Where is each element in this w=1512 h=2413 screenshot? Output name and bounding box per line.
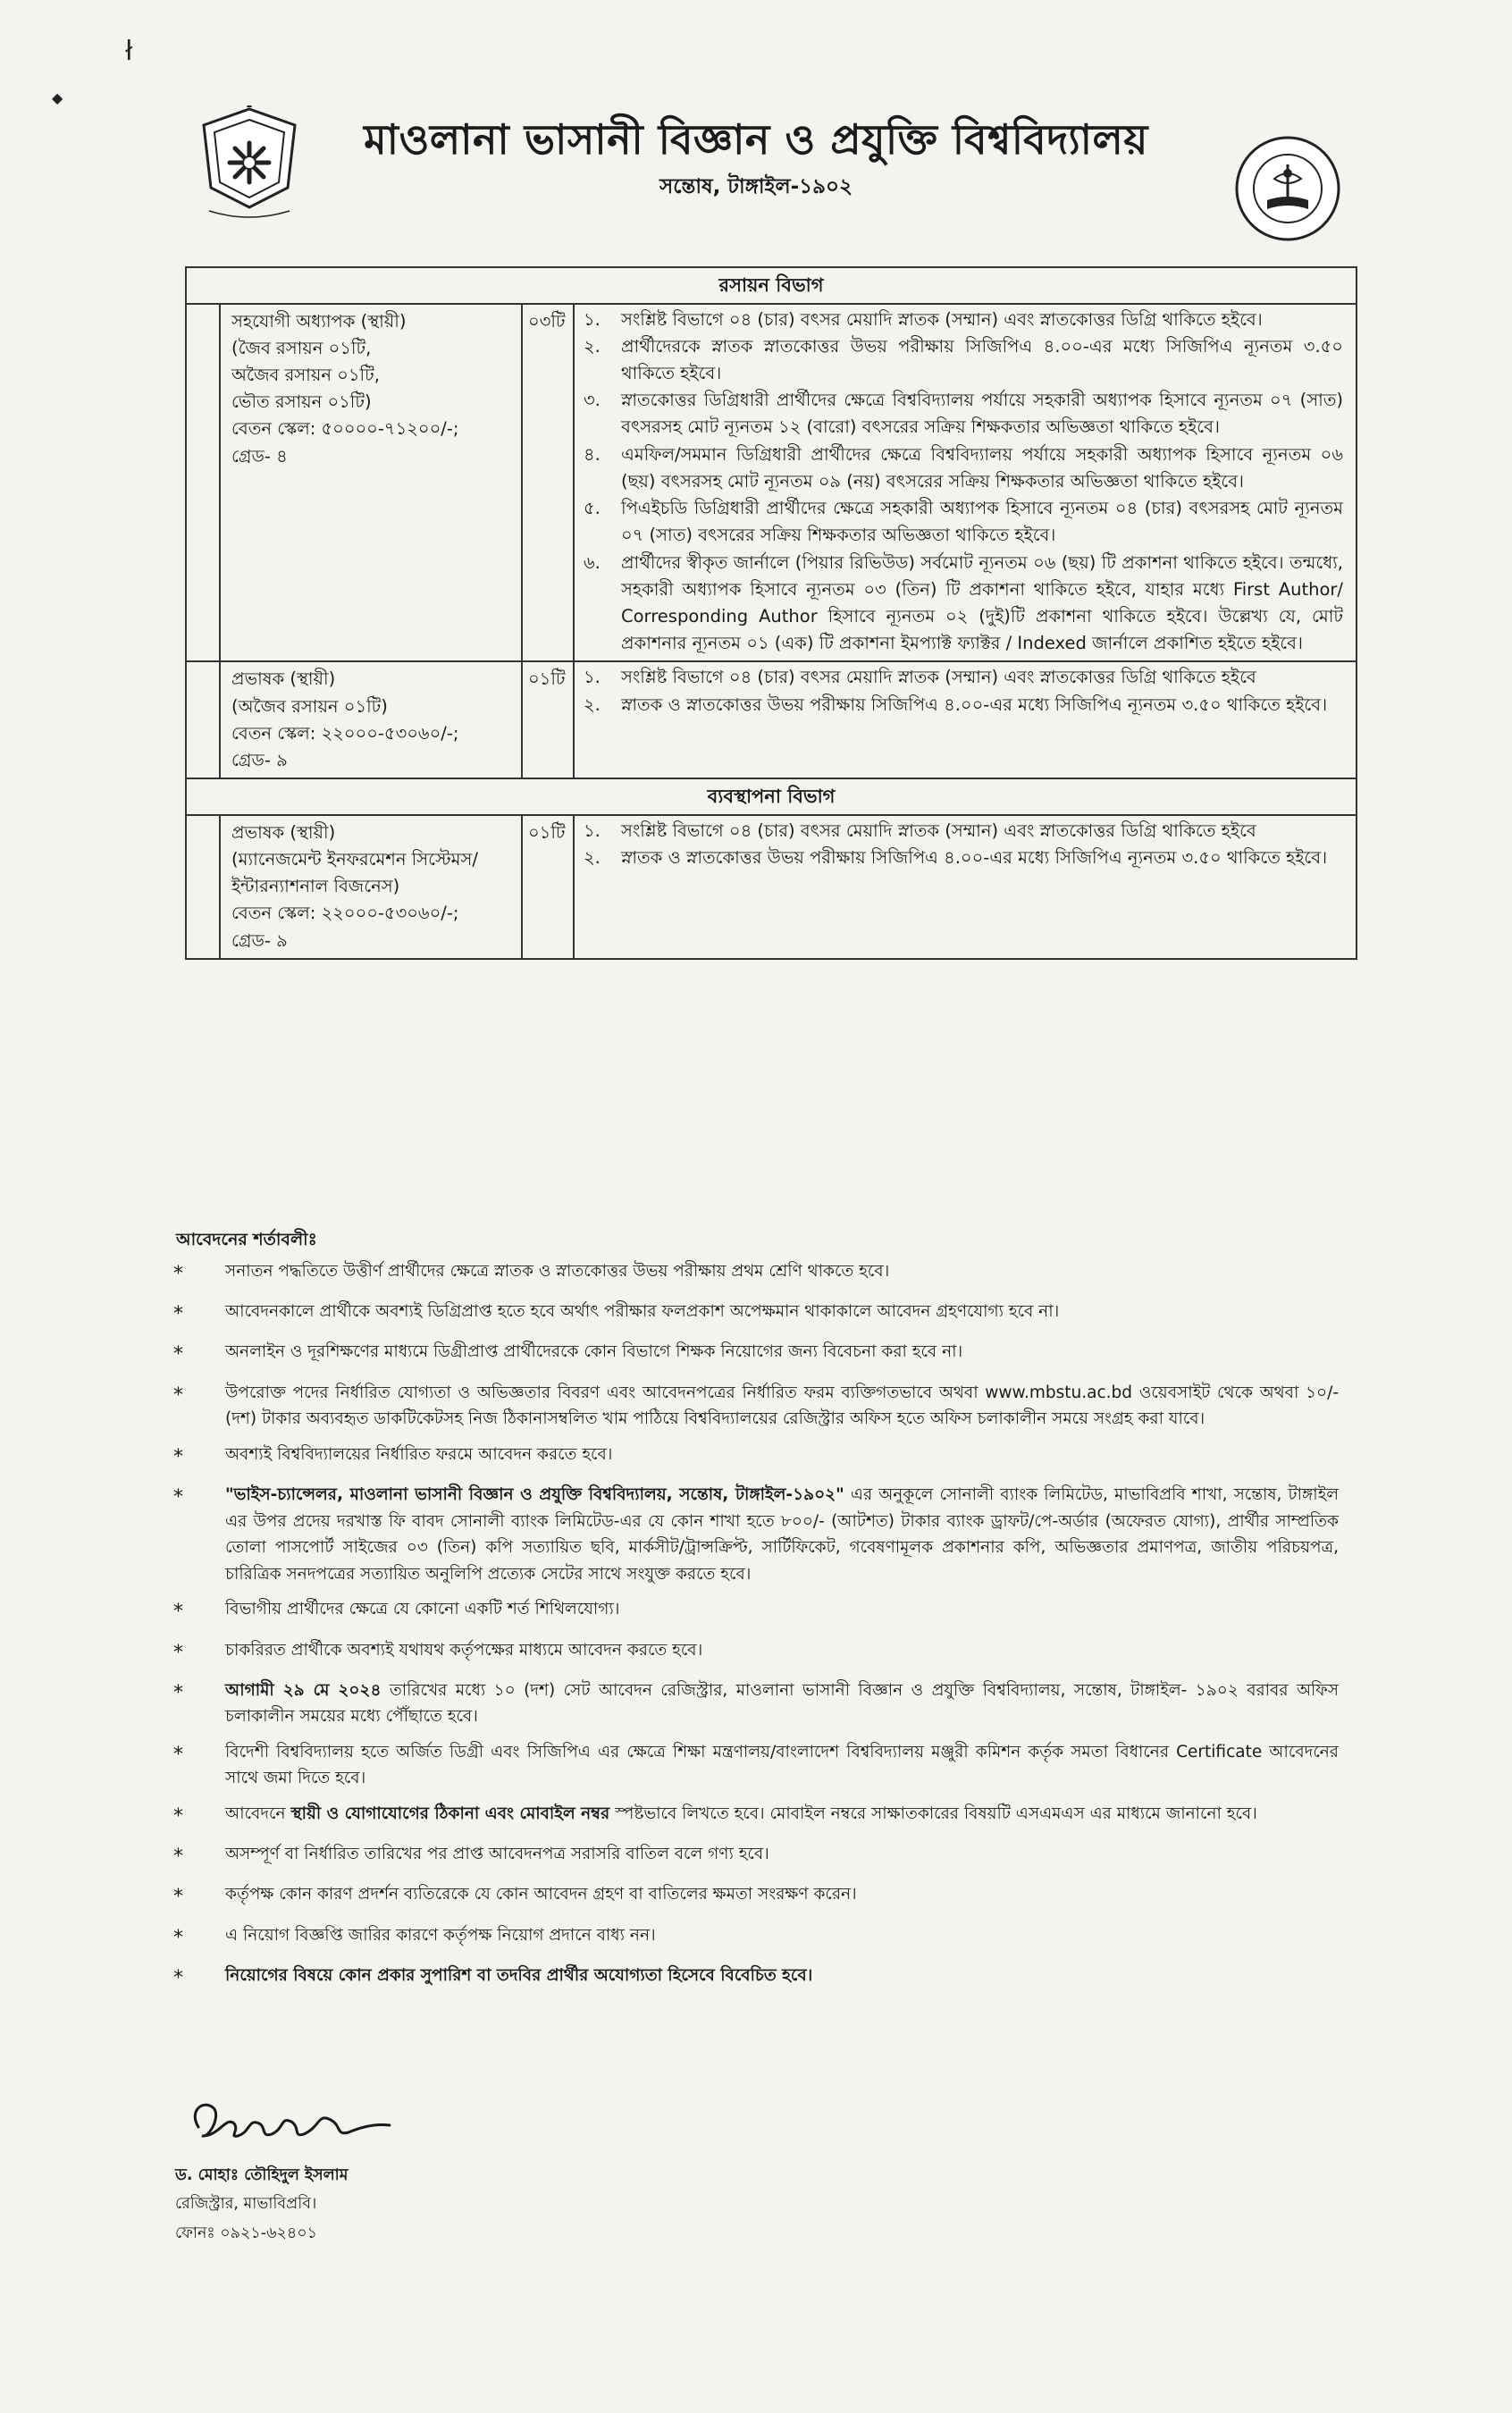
bullet-icon: * [173, 1805, 183, 1829]
blank-cell [186, 304, 220, 662]
requirement-text: স্নাতক ও স্নাতকোত্তর উভয় পরীক্ষায় সিজিপিএ ৪.০০-এর মধ্যে সিজিপিএ ন্যূনতম ৩.৫০ থাকিতে হইবে। [621, 847, 1328, 869]
requirements-cell [574, 815, 1357, 959]
bullet-icon: * [173, 1343, 183, 1366]
condition-text: চাকরিরত প্রার্থীকে অবশ্যই যথাযথ কর্তৃপক্ষের মাধ্যমে আবেদন করতে হবে। [225, 1640, 703, 1660]
requirement-item [580, 845, 1343, 871]
position-count: ০১টি [522, 815, 574, 959]
registrar-designation: রেজিস্ট্রার, মাভাবিপ্রবি। [175, 2195, 317, 2214]
conditions-heading: আবেদনের শর্তাবলীঃ [176, 1230, 317, 1249]
position-cell [220, 304, 522, 662]
requirement-item [580, 387, 1343, 441]
requirement-text: স্নাতকোত্তর ডিগ্রিধারী প্রার্থীদের ক্ষেত্রে বিশ্ববিদ্যালয় পর্যায়ে সহকারী অধ্যাপক হিসাবে ন্যূনতম ০৭ (সাত) বৎসরসহ মোট ন্যূনতম ১২ (বারো) বৎসরের সক্রিয় শিক্ষকতার অভিজ্ঞতা থাকিতে হইবে। [621, 390, 1343, 438]
requirement-number: ২. [584, 694, 601, 715]
condition-text: কর্তৃপক্ষ কোন কারণ প্রদর্শন ব্যতিরেকে যে কোন আবেদন গ্রহণ বা বাতিলের ক্ষমতা সংরক্ষণ করেন। [225, 1885, 857, 1904]
condition-item [168, 1299, 1339, 1330]
requirement-text: পিএইচডি ডিগ্রিধারী প্রার্থীদের ক্ষেত্রে সহকারী অধ্যাপক হিসাবে ন্যূনতম ০৪ (চার) বৎসরসহ মোট ন্যূনতম ০৭ (সাত) বৎসরের সক্রিয় শিক্ষকতার অভিজ্ঞতা থাকিতে হইবে। [621, 498, 1343, 546]
condition-item [168, 1482, 1339, 1587]
condition-item [168, 1380, 1339, 1433]
bullet-icon: * [173, 1743, 183, 1766]
registrar-name: ড. মোহাঃ তৌহিদুল ইসলাম [175, 2166, 349, 2184]
requirement-item [580, 550, 1343, 658]
position-subject: (অজৈব রসায়ন ০১টি) [231, 695, 388, 717]
position-grade: গ্রেড- ৪ [231, 445, 288, 467]
position-cell [220, 815, 522, 959]
bullet-icon: * [173, 1641, 183, 1664]
requirement-item [580, 692, 1343, 719]
handwritten-signature [179, 2091, 411, 2154]
position-count: ০৩টি [522, 304, 574, 662]
position-subject: অজৈব রসায়ন ০১টি, [231, 364, 380, 385]
requirement-number: ৪. [584, 443, 601, 465]
scan-mark: ł [125, 36, 133, 67]
requirement-text: স্নাতক ও স্নাতকোত্তর উভয় পরীক্ষায় সিজিপিএ ৪.০০-এর মধ্যে সিজিপিএ ন্যূনতম ৩.৫০ থাকিতে হইবে। [621, 694, 1328, 715]
requirement-number: ৩. [584, 390, 601, 411]
condition-text: উপরোক্ত পদের নির্ধারিত যোগ্যতা ও অভিজ্ঞতার বিবরণ এবং আবেদনপত্রের নির্ধারিত ফরম ব্যক্তিগতভাবে অথবা www.mbstu.ac.bd ওয়েবসাইট থেকে অথবা ১০/- (দশ) টাকার অব্যবহৃত ডাকটিকেটসহ নিজ ঠিকানাসম্বলিত খাম পাঠিয়ে বিশ্ববিদ্যালয়ের রেজিস্ট্রার অফিস হতে অফিস চলাকালীন সময়ে সংগ্রহ করা যাবে। [225, 1383, 1339, 1429]
bullet-icon: * [173, 1601, 183, 1624]
position-title: প্রভাষক (স্থায়ী) [231, 821, 336, 843]
condition-text: আগামী ২৯ মে ২০২৪ তারিখের মধ্যে ১০ (দশ) সেট আবেদন রেজিস্ট্রার, মাওলানা ভাসানী বিজ্ঞান ও প্রযুক্তি বিশ্ববিদ্যালয়, সন্তোষ, টাঙ্গাইল- ১৯০২ বরাবর অফিস চলাকালীন সময়ের মধ্যে পৌঁছাতে হবে। [225, 1680, 1339, 1727]
condition-text: সনাতন পদ্ধতিতে উত্তীর্ণ প্রার্থীদের ক্ষেত্রে স্নাতক ও স্নাতকোত্তর উভয় পরীক্ষায় প্রথম শ্রেণি থাকতে হবে। [225, 1262, 890, 1281]
position-pay-scale: বেতন স্কেল: ২২০০০-৫৩০৬০/-; [231, 903, 459, 924]
condition-text: আবেদনকালে প্রার্থীকে অবশ্যই ডিগ্রিপ্রাপ্ত হতে হবে অর্থাৎ পরীক্ষার ফলপ্রকাশ অপেক্ষমান থাকাকালে আবেদন গ্রহণযোগ্য হবে না। [225, 1302, 1060, 1322]
requirement-item [580, 495, 1343, 549]
condition-text: অবশ্যই বিশ্ববিদ্যালয়ের নির্ধারিত ফরমে আবেদন করতে হবে। [225, 1444, 613, 1464]
position-subject: (জৈব রসায়ন ০১টি, [231, 337, 372, 358]
position-pay-scale: বেতন স্কেল: ২২০০০-৫৩০৬০/-; [231, 722, 459, 744]
requirements-cell [574, 661, 1357, 778]
position-row [186, 815, 1357, 959]
conditions-list [168, 1258, 1339, 2003]
requirements-cell [574, 304, 1357, 662]
condition-text: বিভাগীয় প্রার্থীদের ক্ষেত্রে যে কোনো একটি শর্ত শিথিলযোগ্য। [225, 1600, 620, 1619]
requirement-text: প্রার্থীদের স্বীকৃত জার্নালে (পিয়ার রিভিউড) সর্বমোট ন্যূনতম ০৬ (ছয়) টি প্রকাশনা থাকিতে হইবে। তন্মধ্যে, সহকারী অধ্যাপক হিসাবে ন্যূনতম ০৩ (তিন) টি প্রকাশনা থাকিতে হইবে, যাহার মধ্যে First Author/ Corresponding Author হিসাবে ন্যূনতম ০২ (দুই)টি প্রকাশনা থাকিতে হইবে। উল্লেখ্য যে, মোট প্রকাশনার ন্যূনতম ০১ (এক) টি প্রকাশনা ইমপ্যাক্ট ফ্যাক্টর / Indexed জার্নালে প্রকাশিত হইতে হইবে। [621, 551, 1343, 654]
bullet-icon: * [173, 1966, 183, 1989]
condition-item [168, 1739, 1339, 1792]
requirement-item [580, 441, 1343, 495]
bullet-icon: * [173, 1485, 183, 1509]
department-title: ব্যবস্থাপনা বিভাগ [186, 778, 1357, 815]
position-cell [220, 661, 522, 778]
scan-dot: ◆ [52, 89, 63, 106]
requirement-number: ২. [584, 335, 601, 357]
requirement-text: প্রার্থীদেরকে স্নাতক স্নাতকোত্তর উভয় পরীক্ষায় সিজিপিএ ৪.০০-এর মধ্যে সিজিপিএ ন্যূনতম ৩.৫০ থাকিতে হইবে। [621, 335, 1343, 383]
position-title: সহযোগী অধ্যাপক (স্থায়ী) [231, 310, 407, 332]
department-row [186, 778, 1357, 815]
condition-item [168, 1677, 1339, 1730]
bullet-icon: * [173, 1886, 183, 1909]
condition-item [168, 1637, 1339, 1669]
condition-item [168, 1922, 1339, 1954]
department-title: রসায়ন বিভাগ [186, 267, 1357, 304]
position-grade: গ্রেড- ৯ [231, 750, 288, 771]
condition-item [168, 1963, 1339, 1994]
condition-text: অনলাইন ও দূরশিক্ষণের মাধ্যমে ডিগ্রীপ্রাপ্ত প্রার্থীদেরকে কোন বিভাগে শিক্ষক নিয়োগের জন্য বিবেচনা করা হবে না। [225, 1342, 963, 1362]
requirement-number: ১. [584, 667, 601, 688]
requirement-number: ১. [584, 820, 601, 841]
condition-item [168, 1442, 1339, 1473]
bullet-icon: * [173, 1926, 183, 1949]
blank-cell [186, 815, 220, 959]
bullet-icon: * [173, 1383, 183, 1407]
condition-text: বিদেশী বিশ্ববিদ্যালয় হতে অর্জিত ডিগ্রী এবং সিজিপিএ এর ক্ষেত্রে শিক্ষা মন্ত্রণালয়/বাংলাদেশ বিশ্ববিদ্যালয় মঞ্জুরী কমিশন কর্তৃক সমতা বিধানের Certificate আবেদনের সাথে জমা দিতে হবে। [225, 1742, 1339, 1788]
signature-block [175, 2161, 348, 2248]
requirement-number: ২. [584, 847, 601, 869]
condition-item [168, 1339, 1339, 1370]
university-title: মাওলানা ভাসানী বিজ্ঞান ও প্রযুক্তি বিশ্ববিদ্যালয় [364, 115, 1148, 164]
requirement-item [580, 818, 1343, 845]
condition-item [168, 1801, 1339, 1832]
department-row [186, 267, 1357, 304]
position-subject: (ম্যানেজমেন্ট ইনফরমেশন সিস্টেমস/ [231, 849, 478, 870]
requirement-number: ১. [584, 308, 601, 330]
bullet-icon: * [173, 1845, 183, 1869]
condition-item [168, 1258, 1339, 1290]
bullet-icon: * [173, 1681, 183, 1704]
position-subject: ইন্টারন্যাশনাল বিজনেস) [231, 876, 400, 897]
position-row [186, 661, 1357, 778]
requirement-text: সংশ্লিষ্ট বিভাগে ০৪ (চার) বৎসর মেয়াদি স্নাতক (সম্মান) এবং স্নাতকোত্তর ডিগ্রি থাকিতে হইবে [621, 667, 1256, 688]
condition-item [168, 1881, 1339, 1913]
university-address: সন্তোষ, টাঙ্গাইল-১৯০২ [659, 175, 853, 198]
position-row [186, 304, 1357, 662]
requirement-item [580, 664, 1343, 691]
bullet-icon: * [173, 1263, 183, 1285]
bullet-icon: * [173, 1303, 183, 1326]
condition-text: এ নিয়োগ বিজ্ঞপ্তি জারির কারণে কর্তৃপক্ষ নিয়োগ প্রদানে বাধ্য নন। [225, 1925, 656, 1945]
position-grade: গ্রেড- ৯ [231, 929, 288, 951]
position-subject: ভৌত রসায়ন ০১টি) [231, 391, 372, 413]
positions-table [185, 266, 1357, 960]
position-title: প্রভাষক (স্থায়ী) [231, 668, 336, 690]
requirement-item [580, 307, 1343, 333]
requirement-text: সংশ্লিষ্ট বিভাগে ০৪ (চার) বৎসর মেয়াদি স্নাতক (সম্মান) এবং স্নাতকোত্তর ডিগ্রি থাকিতে হইবে [621, 820, 1256, 841]
phone-number: ফোনঃ ০৯২১-৬২৪০১ [175, 2224, 317, 2242]
condition-text: নিয়োগের বিষয়ে কোন প্রকার সুপারিশ বা তদবির প্রার্থীর অযোগ্যতা হিসেবে বিবেচিত হবে। [225, 1965, 813, 1985]
condition-item [168, 1596, 1339, 1627]
requirement-text: এমফিল/সমমান ডিগ্রিধারী প্রার্থীদের ক্ষেত্রে বিশ্ববিদ্যালয় পর্যায়ে সহকারী অধ্যাপক হিসাবে ন্যূনতম ০৬ (ছয়) বৎসরসহ মোট ন্যূনতম ০৯ (নয়) বৎসরের সক্রিয় শিক্ষকতার অভিজ্ঞতা থাকিতে হইবে। [621, 443, 1343, 492]
blank-cell [186, 661, 220, 778]
requirement-number: ৫. [584, 498, 601, 519]
condition-text: আবেদনে স্থায়ী ও যোগাযোগের ঠিকানা এবং মোবাইল নম্বর স্পষ্টভাবে লিখতে হবে। মোবাইল নম্বরে সাক্ষাতকারের বিষয়টি এসএমএস এর মাধ্যমে জানানো হবে। [225, 1804, 1257, 1824]
position-pay-scale: বেতন স্কেল: ৫০০০০-৭১২০০/-; [231, 418, 459, 440]
condition-item [168, 1841, 1339, 1872]
bullet-icon: * [173, 1445, 183, 1468]
requirement-item [580, 333, 1343, 387]
requirement-number: ৬. [584, 551, 601, 573]
condition-text: অসম্পূর্ণ বা নির্ধারিত তারিখের পর প্রাপ্ত আবেদনপত্র সরাসরি বাতিল বলে গণ্য হবে। [225, 1845, 769, 1864]
requirement-text: সংশ্লিষ্ট বিভাগে ০৪ (চার) বৎসর মেয়াদি স্নাতক (সম্মান) এবং স্নাতকোত্তর ডিগ্রি থাকিতে হইবে। [621, 308, 1263, 330]
position-count: ০১টি [522, 661, 574, 778]
condition-text: "ভাইস-চ্যান্সেলর, মাওলানা ভাসানী বিজ্ঞান ও প্রযুক্তি বিশ্ববিদ্যালয়, সন্তোষ, টাঙ্গাইল-১৯০২" এর অনুকূলে সোনালী ব্যাংক লিমিটেড, মাভাবিপ্রবি শাখা, সন্তোষ, টাঙ্গাইল এর উপর প্রদেয় দরখাস্ত ফি বাবদ সোনালী ব্যাংক লিমিটেড-এর যে কোন শাখা হতে ৮০০/- (আটশত) টাকার ব্যাংক ড্রাফট/পে-অর্ডার (অফেরত যোগ্য), প্রার্থীর সাম্প্রতিক তোলা পাসপোর্ট সাইজের ০৩ (তিন) কপি সত্যায়িত ছবি, মার্কসীট/ট্রান্সক্রিপ্ট, সার্টিফিকেট, গবেষণামূলক প্রকাশনার কপি, অভিজ্ঞতার প্রমাণপত্র, জাতীয় পরিচয়পত্র, চারিত্রিক সনদপত্রের সত্যায়িত অনুলিপি প্রত্যেক সেটের সাথে সংযুক্ত করতে হবে। [225, 1484, 1339, 1584]
